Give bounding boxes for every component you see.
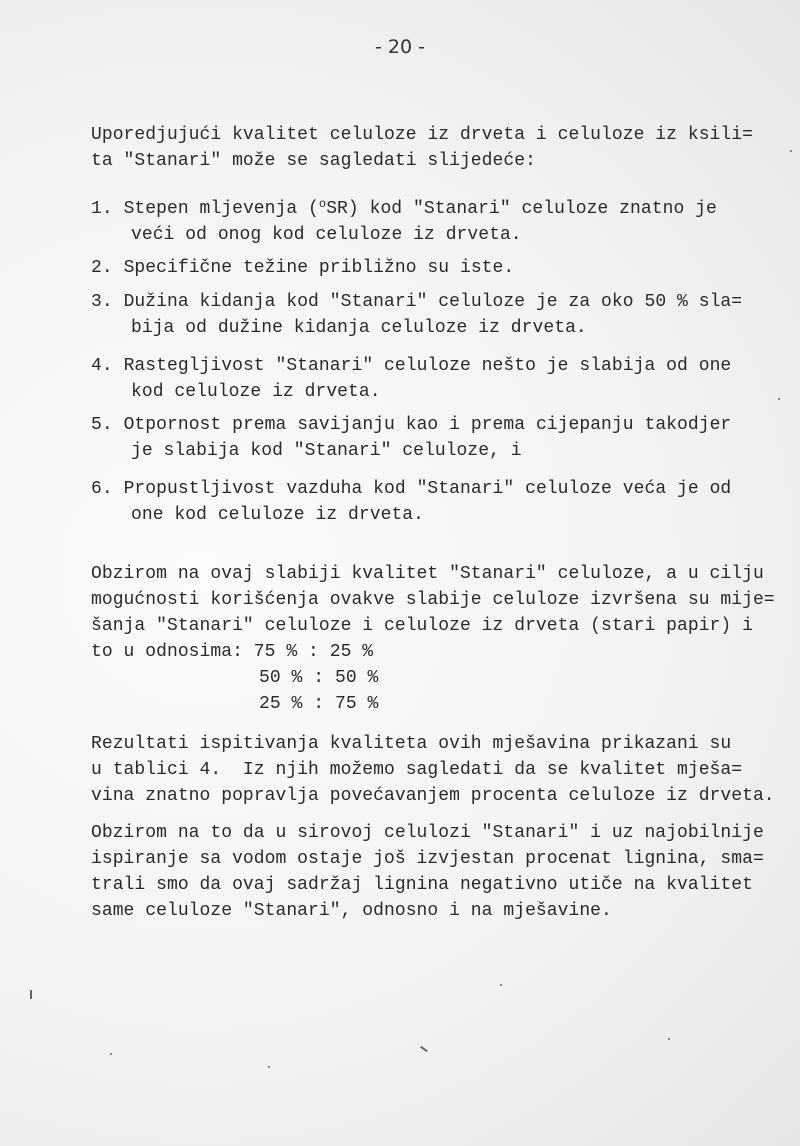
item-number: 2. bbox=[91, 258, 113, 278]
scan-speck bbox=[778, 398, 780, 400]
item-text: Stepen mljevenja ( bbox=[123, 199, 319, 219]
scan-speck bbox=[500, 984, 502, 986]
item-text: Dužina kidanja kod "Stanari" celuloze je za oko 50 % sla= bbox=[123, 292, 743, 312]
item-number: 4. bbox=[91, 356, 113, 376]
finding-item-5 bbox=[91, 414, 731, 436]
mixing-line: Obzirom na ovaj slabiji kvalitet "Stanari" celuloze, a u cilju bbox=[91, 564, 764, 584]
finding-item-4 bbox=[91, 355, 731, 377]
mixing-line: mogućnosti korišćenja ovakve slabije celuloze izvršena su mije= bbox=[91, 590, 775, 610]
mixing-line: šanja "Stanari" celuloze i celuloze iz drveta (stari papir) i bbox=[91, 616, 753, 636]
finding-item-6 bbox=[91, 478, 731, 500]
finding-item-3-cont: bija od dužine kidanja celuloze iz drveta. bbox=[131, 318, 587, 338]
item-text: SR) kod "Stanari" celuloze znatno je bbox=[326, 199, 717, 219]
results-line: u tablici 4. Iz njih možemo sagledati da se kvalitet mješa= bbox=[91, 760, 743, 780]
finding-item-1-cont: veći od onog kod celuloze iz drveta. bbox=[131, 225, 522, 245]
results-line: Rezultati ispitivanja kvaliteta ovih mješavina prikazani su bbox=[91, 734, 732, 754]
finding-item-6-cont: one kod celuloze iz drveta. bbox=[131, 505, 424, 525]
results-line: vina znatno popravlja povećavanjem procenta celuloze iz drveta. bbox=[91, 786, 775, 806]
mixing-ratio: 25 % : 75 % bbox=[259, 694, 379, 714]
finding-item-1 bbox=[91, 198, 717, 220]
item-text: Rastegljivost "Stanari" celuloze nešto je slabija od one bbox=[123, 356, 732, 376]
lignin-line: ispiranje sa vodom ostaje još izvjestan procenat lignina, sma= bbox=[91, 849, 764, 869]
finding-item-2 bbox=[91, 257, 514, 279]
finding-item-4-cont: kod celuloze iz drveta. bbox=[131, 382, 381, 402]
finding-item-5-cont: je slabija kod "Stanari" celuloze, i bbox=[131, 441, 522, 461]
mixing-ratio: 50 % : 50 % bbox=[259, 668, 379, 688]
item-text: Specifične težine približno su iste. bbox=[123, 258, 515, 278]
finding-item-3 bbox=[91, 291, 742, 313]
intro-line: Uporedjujući kvalitet celuloze iz drveta i celuloze iz ksili= bbox=[91, 125, 753, 145]
lignin-line: same celuloze "Stanari", odnosno i na mješavine. bbox=[91, 901, 612, 921]
item-text: Otpornost prema savijanju kao i prema cijepanju takodjer bbox=[123, 415, 732, 435]
degree-symbol: o bbox=[318, 197, 327, 211]
page-number: - 20 - bbox=[375, 36, 425, 58]
scan-speck bbox=[110, 1053, 112, 1055]
intro-line: ta "Stanari" može se sagledati slijedeće: bbox=[91, 151, 536, 171]
item-number: 3. bbox=[91, 292, 113, 312]
scan-speck bbox=[668, 1038, 670, 1040]
scan-speck bbox=[420, 1046, 428, 1052]
lignin-line: Obzirom na to da u sirovoj celulozi "Stanari" i uz najobilnije bbox=[91, 823, 764, 843]
lignin-line: trali smo da ovaj sadržaj lignina negativno utiče na kvalitet bbox=[91, 875, 753, 895]
scan-speck bbox=[30, 990, 32, 999]
scan-speck bbox=[268, 1066, 270, 1068]
item-number: 5. bbox=[91, 415, 113, 435]
item-number: 6. bbox=[91, 479, 113, 499]
item-text: Propustljivost vazduha kod "Stanari" celuloze veća je od bbox=[123, 479, 732, 499]
mixing-line: to u odnosima: 75 % : 25 % bbox=[91, 642, 374, 662]
scan-speck bbox=[790, 150, 792, 152]
item-number: 1. bbox=[91, 199, 113, 219]
